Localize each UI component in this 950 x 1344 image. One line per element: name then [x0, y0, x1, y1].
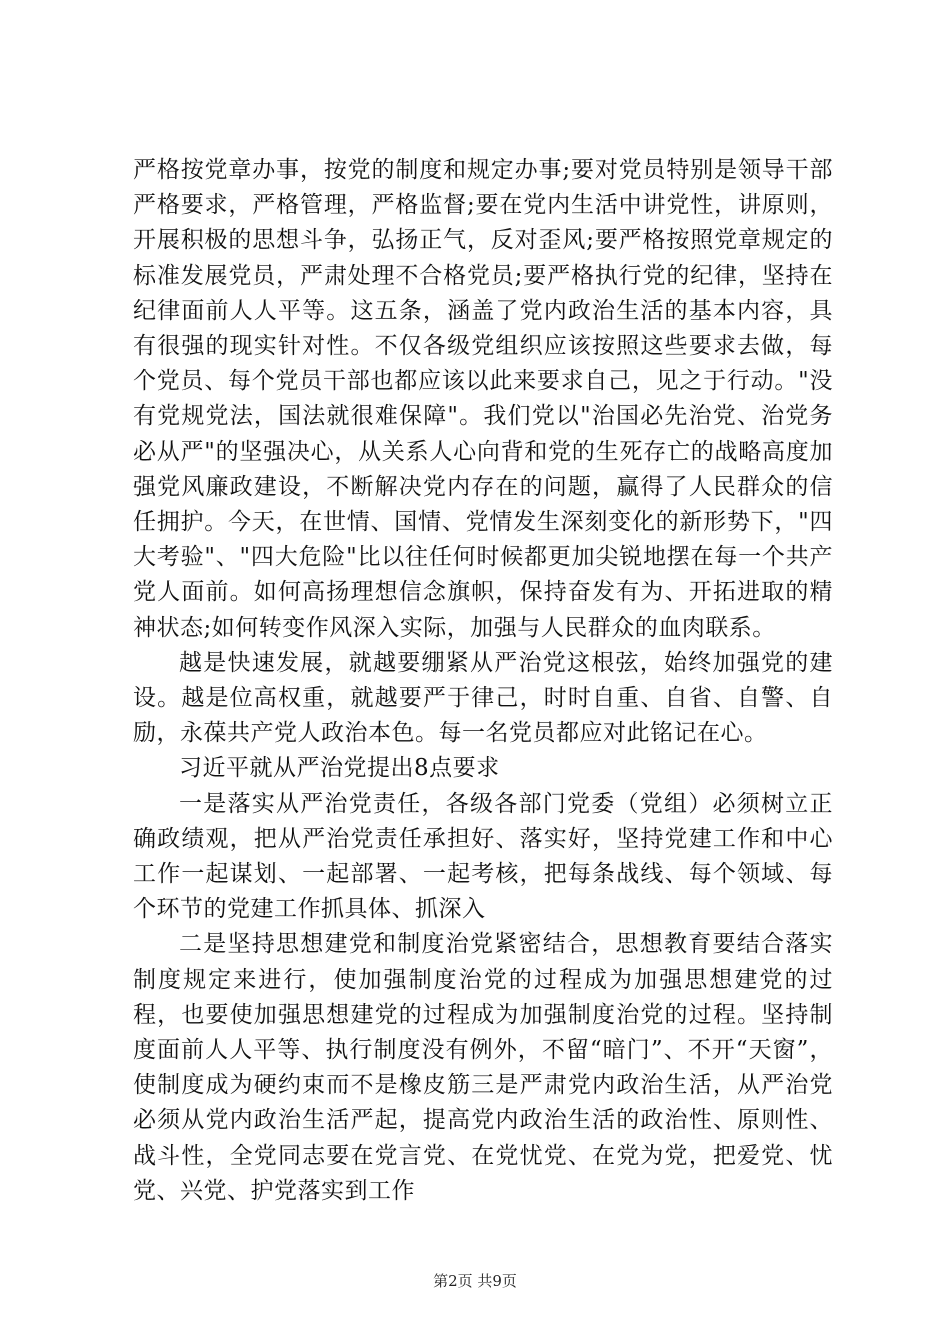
body-paragraph: 越是快速发展，就越要绷紧从严治党这根弦，始终加强党的建设。越是位高权重，就越要严于律己，时时自重、自省、自警、自励，永葆共产党人政治本色。每一名党员都应对此铭记在心。	[133, 649, 833, 747]
section-heading: 习近平就从严治党提出8点要求	[179, 755, 500, 782]
document-body	[133, 153, 833, 1209]
body-paragraph: 一是落实从严治党责任，各级各部门党委（党组）必须树立正确政绩观，把从严治党责任承担好、落实好，坚持党建工作和中心工作一起谋划、一起部署、一起考核，把每条战线、每个领域、每个环节的党建工作抓具体、抓深入	[133, 790, 833, 923]
page-footer: 第2页 共9页	[433, 1272, 517, 1290]
body-paragraph: 严格按党章办事，按党的制度和规定办事;要对党员特别是领导干部严格要求，严格管理，严格监督;要在党内生活中讲党性，讲原则，开展积极的思想斗争，弘扬正气，反对歪风;要严格按照党章规定的标准发展党员，严肃处理不合格党员;要严格执行党的纪律，坚持在纪律面前人人平等。这五条，涵盖了党内政治生活的基本内容，具有很强的现实针对性。不仅各级党组织应该按照这些要求去做，每个党员、每个党员干部也都应该以此来要求自己，见之于行动。"没有党规党法，国法就很难保障"。我们党以"治国必先治党、治党务必从严"的坚强决心，从关系人心向背和党的生死存亡的战略高度加强党风廉政建设，不断解决党内存在的问题，赢得了人民群众的信任拥护。今天，在世情、国情、党情发生深刻变化的新形势下，"四大考验"、"四大危险"比以往任何时候都更加尖锐地摆在每一个共产党人面前。如何高扬理想信念旗帜，保持奋发有为、开拓进取的精神状态;如何转变作风深入实际，加强与人民群众的血肉联系。	[133, 157, 833, 641]
body-paragraph: 二是坚持思想建党和制度治党紧密结合，思想教育要结合落实制度规定来进行，使加强制度治党的过程成为加强思想建党的过程，也要使加强思想建党的过程成为加强制度治党的过程。坚持制度面前人人平等、执行制度没有例外，不留“暗门”、不开“天窗”，使制度成为硬约束而不是橡皮筋三是严肃党内政治生活，从严治党必须从党内政治生活严起，提高党内政治生活的政治性、原则性、战斗性，全党同志要在党言党、在党忧党、在党为党，把爱党、忧党、兴党、护党落实到工作	[133, 931, 833, 1204]
